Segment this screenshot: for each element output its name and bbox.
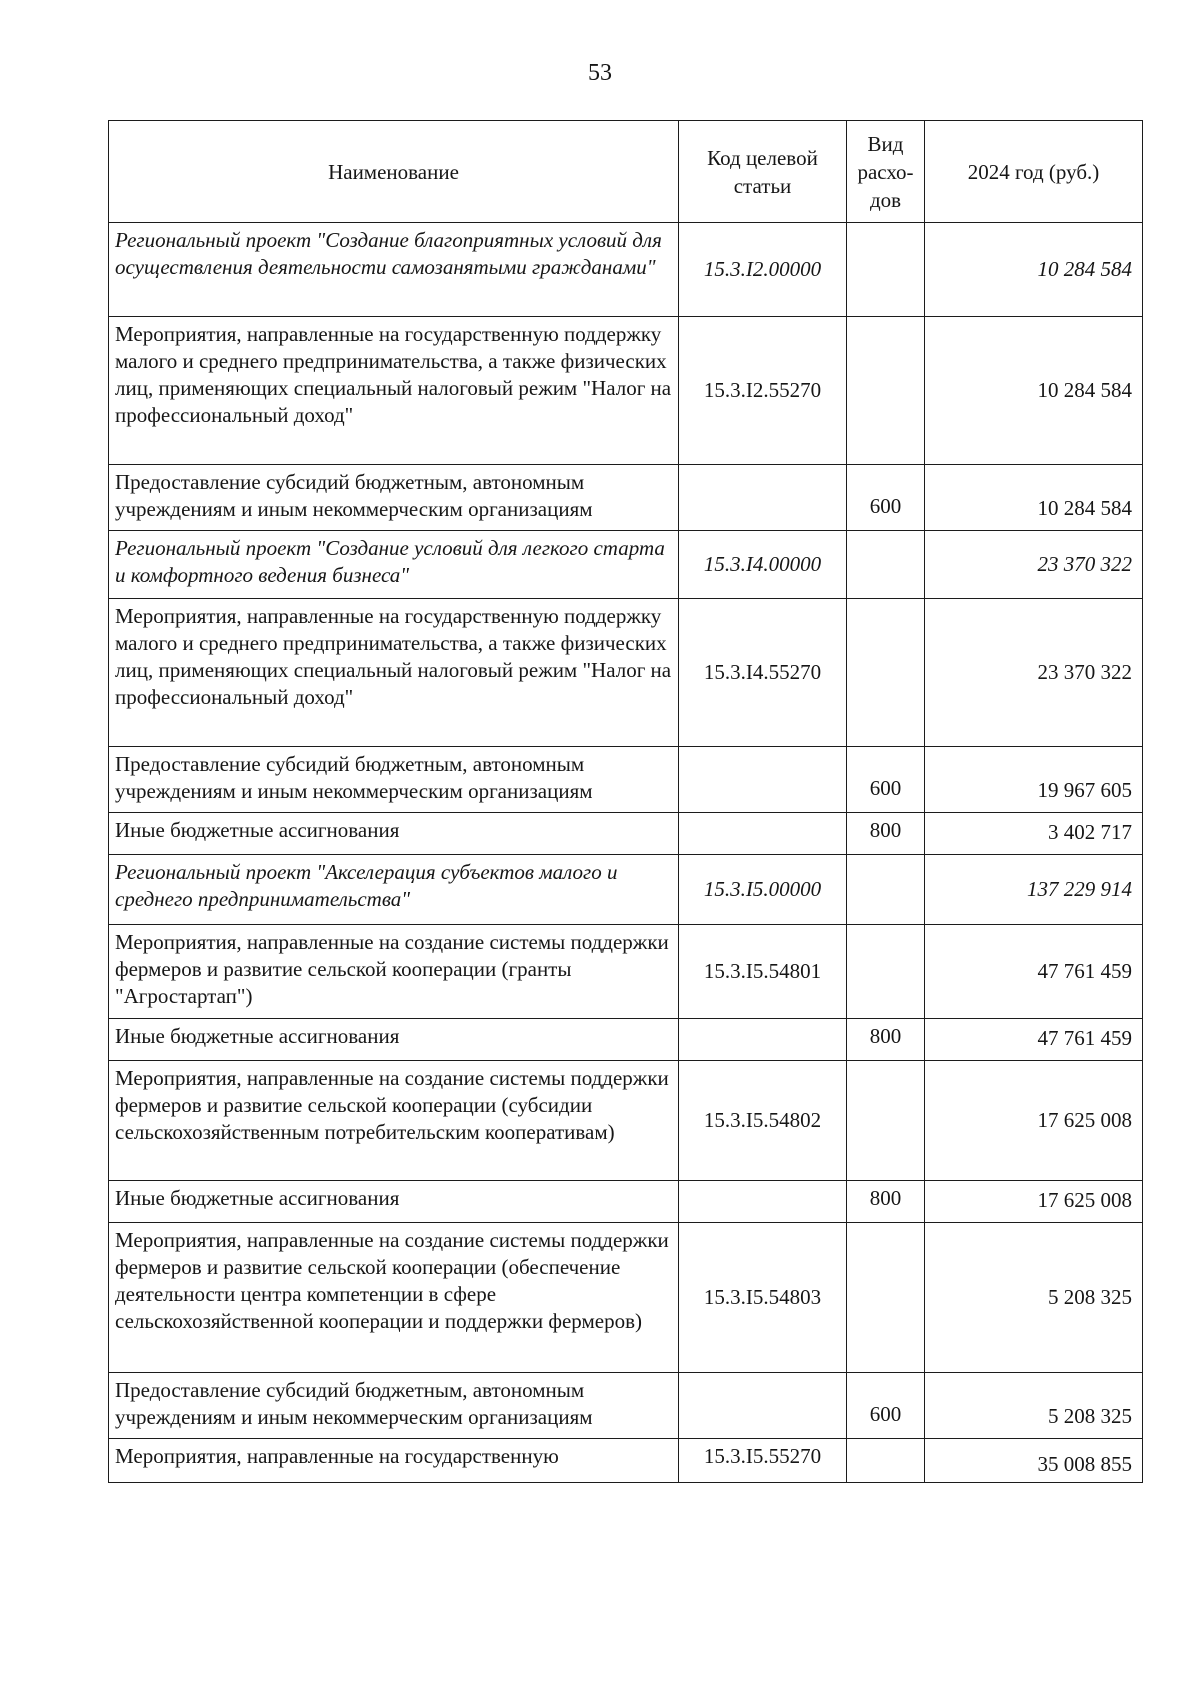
cell-name: Мероприятия, направленные на государственную поддержку малого и среднего предпринимательства, а также физических лиц, применяющих специальный налоговый режим "Налог на профессиональный доход"	[109, 599, 679, 747]
cell-name: Предоставление субсидий бюджетным, автономным учреждениям и иным некоммерческим организациям	[109, 1373, 679, 1439]
table-body	[109, 223, 1143, 1483]
cell-code	[679, 1019, 847, 1061]
table-row	[109, 855, 1143, 925]
cell-amount: 47 761 459	[925, 925, 1143, 1019]
cell-name: Мероприятия, направленные на создание системы поддержки фермеров и развитие сельской кооперации (обеспечение деятельности центра компетенции в сфере сельскохозяйственной кооперации и поддержки фермеров)	[109, 1223, 679, 1373]
cell-code: 15.3.I4.55270	[679, 599, 847, 747]
cell-name: Мероприятия, направленные на создание системы поддержки фермеров и развитие сельской кооперации (гранты "Агростартап")	[109, 925, 679, 1019]
cell-amount: 23 370 322	[925, 531, 1143, 599]
cell-amount: 10 284 584	[925, 317, 1143, 465]
table-row	[109, 599, 1143, 747]
cell-code	[679, 747, 847, 813]
cell-code: 15.3.I5.54803	[679, 1223, 847, 1373]
cell-code	[679, 1181, 847, 1223]
cell-amount: 10 284 584	[925, 465, 1143, 531]
table-row	[109, 317, 1143, 465]
cell-amount: 5 208 325	[925, 1223, 1143, 1373]
table-row	[109, 531, 1143, 599]
cell-kind	[847, 1439, 925, 1483]
cell-amount: 47 761 459	[925, 1019, 1143, 1061]
table-row	[109, 1223, 1143, 1373]
cell-code: 15.3.I4.00000	[679, 531, 847, 599]
cell-amount: 10 284 584	[925, 223, 1143, 317]
cell-amount: 19 967 605	[925, 747, 1143, 813]
cell-kind	[847, 855, 925, 925]
cell-kind	[847, 317, 925, 465]
cell-name: Предоставление субсидий бюджетным, автономным учреждениям и иным некоммерческим организациям	[109, 747, 679, 813]
cell-code: 15.3.I2.55270	[679, 317, 847, 465]
cell-code	[679, 465, 847, 531]
cell-kind	[847, 599, 925, 747]
cell-kind	[847, 1223, 925, 1373]
cell-code	[679, 1373, 847, 1439]
cell-amount: 17 625 008	[925, 1061, 1143, 1181]
cell-name: Мероприятия, направленные на государственную	[109, 1439, 679, 1483]
header-code: Код целевой статьи	[679, 121, 847, 223]
table-row	[109, 1061, 1143, 1181]
table-row	[109, 925, 1143, 1019]
table-row	[109, 223, 1143, 317]
header-name: Наименование	[109, 121, 679, 223]
cell-name: Иные бюджетные ассигнования	[109, 1181, 679, 1223]
cell-kind: 600	[847, 465, 925, 531]
cell-name: Иные бюджетные ассигнования	[109, 813, 679, 855]
table-row	[109, 1181, 1143, 1223]
cell-kind: 800	[847, 1019, 925, 1061]
cell-name: Мероприятия, направленные на государственную поддержку малого и среднего предпринимательства, а также физических лиц, применяющих специальный налоговый режим "Налог на профессиональный доход"	[109, 317, 679, 465]
cell-code: 15.3.I5.00000	[679, 855, 847, 925]
cell-kind	[847, 223, 925, 317]
cell-name: Региональный проект "Акселерация субъектов малого и среднего предпринимательства"	[109, 855, 679, 925]
table-header	[109, 121, 1143, 223]
budget-table	[108, 120, 1143, 1483]
cell-name: Иные бюджетные ассигнования	[109, 1019, 679, 1061]
page-number: 53	[588, 60, 612, 86]
cell-kind	[847, 531, 925, 599]
header-kind: Вид расхо-дов	[847, 121, 925, 223]
table-row	[109, 747, 1143, 813]
cell-kind	[847, 925, 925, 1019]
table-row	[109, 1373, 1143, 1439]
cell-code	[679, 813, 847, 855]
cell-name: Региональный проект "Создание благоприятных условий для осуществления деятельности самозанятыми гражданами"	[109, 223, 679, 317]
cell-kind: 800	[847, 813, 925, 855]
cell-code: 15.3.I5.54801	[679, 925, 847, 1019]
cell-code: 15.3.I5.55270	[679, 1439, 847, 1483]
cell-amount: 17 625 008	[925, 1181, 1143, 1223]
cell-kind	[847, 1061, 925, 1181]
cell-amount: 23 370 322	[925, 599, 1143, 747]
cell-kind: 800	[847, 1181, 925, 1223]
cell-name: Предоставление субсидий бюджетным, автономным учреждениям и иным некоммерческим организациям	[109, 465, 679, 531]
cell-code: 15.3.I2.00000	[679, 223, 847, 317]
cell-kind: 600	[847, 1373, 925, 1439]
cell-kind: 600	[847, 747, 925, 813]
table-row	[109, 813, 1143, 855]
cell-amount: 5 208 325	[925, 1373, 1143, 1439]
cell-name: Мероприятия, направленные на создание системы поддержки фермеров и развитие сельской кооперации (субсидии сельскохозяйственным потребительским кооперативам)	[109, 1061, 679, 1181]
table-row	[109, 465, 1143, 531]
cell-amount: 3 402 717	[925, 813, 1143, 855]
header-amount: 2024 год (руб.)	[925, 121, 1143, 223]
cell-code: 15.3.I5.54802	[679, 1061, 847, 1181]
table-row	[109, 1439, 1143, 1483]
header-row	[109, 121, 1143, 223]
cell-name: Региональный проект "Создание условий для легкого старта и комфортного ведения бизнеса"	[109, 531, 679, 599]
cell-amount: 137 229 914	[925, 855, 1143, 925]
cell-amount: 35 008 855	[925, 1439, 1143, 1483]
table-row	[109, 1019, 1143, 1061]
